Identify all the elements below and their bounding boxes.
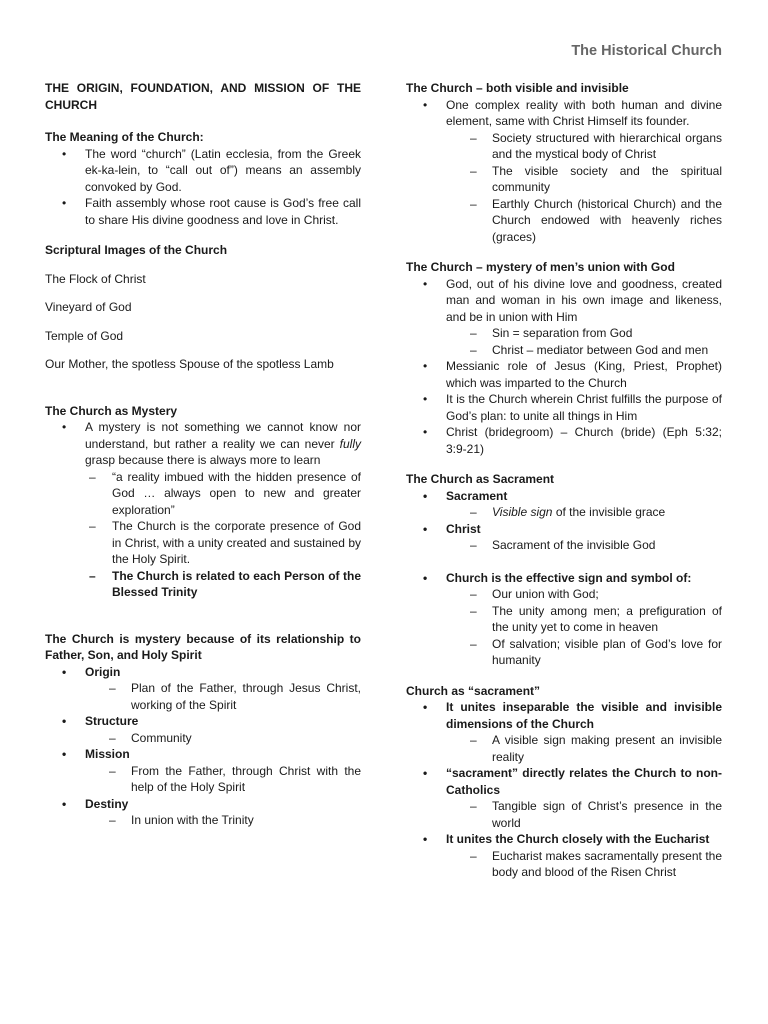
image-item: Vineyard of God [45,300,132,314]
list-item: • The word “church” (Latin ecclesia, from the Greek ek-ka-lein, to “call out of”) means an assembly convoked by God. [45,146,361,196]
as-sacrament-sublist [446,848,722,881]
page-header-title: The Historical Church [571,43,722,59]
list-item: – The Church is related to each Person of the Blessed Trinity [45,568,361,601]
list-item: – A visible sign making present an invisible reality [446,732,722,765]
list-item: – Our union with God; [446,586,722,603]
list-item: – Plan of the Father, through Jesus Christ, working of the Spirit [85,680,361,713]
list-item: – Of salvation; visible plan of God’s love for humanity [446,636,722,669]
visible-heading: The Church – both visible and invisible [406,81,629,95]
as-sacrament-label: “sacrament” directly relates the Church to non-Catholics [446,766,722,797]
list-item: – “a reality imbued with the hidden presence of God … always open to new and greater exploration” [45,469,361,519]
union-heading: The Church – mystery of men’s union with God [406,260,675,274]
sacrament-sublist [446,504,722,521]
visible-sublist [446,130,722,246]
as-sacrament-label: It unites inseparable the visible and invisible dimensions of the Church [446,700,722,731]
list-item: • It is the Church wherein Christ fulfills the purpose of God’s plan: to unite all things in Him [406,391,722,424]
effective-sublist [446,586,722,669]
sacrament-text: of the invisible grace [552,505,666,519]
union-list [406,276,722,458]
relation-list [45,664,361,829]
list-item: – Society structured with hierarchical organs and the mystical body of Christ [446,130,722,163]
christ-item [406,521,722,554]
as-sacrament-item [406,831,722,881]
visible-list [406,97,722,246]
meaning-heading: The Meaning of the Church: [45,130,204,144]
christ-sublist [446,537,722,554]
relation-item-destiny [45,796,361,829]
relation-item-mission [45,746,361,796]
list-item [45,419,361,469]
relation-sublist [85,812,361,829]
list-item: • Messianic role of Jesus (King, Priest, Prophet) which was imparted to the Church [406,358,722,391]
as-sacrament-item [406,699,722,765]
as-sacrament-list [406,699,722,881]
list-item: – The unity among men; a prefiguration of the unity yet to come in heaven [446,603,722,636]
sacrament-heading: The Church as Sacrament [406,472,555,486]
list-item: – Community [85,730,361,747]
christ-label: Christ [446,521,481,536]
sacrament-list [406,488,722,669]
relation-heading: The Church is mystery because of its relationship to Father, Son, and Holy Spirit [45,631,361,662]
list-item: – Earthly Church (historical Church) and the Church endowed with heavenly riches (graces) [446,196,722,246]
union-sublist [446,325,722,358]
relation-label: Mission [85,747,130,761]
as-sacrament-label: It unites the Church closely with the Eucharist [446,832,710,846]
sacrament-label: Sacrament [446,488,508,503]
mystery-text-end: grasp because there is always more to learn [85,453,321,467]
list-item: – The visible society and the spiritual community [446,163,722,196]
relation-label: Structure [85,714,139,728]
relation-sublist [85,763,361,796]
list-item: • Faith assembly whose root cause is God’s free call to share His divine goodness and love in Christ. [45,195,361,228]
as-sacrament-sublist [446,732,722,765]
meaning-list [45,146,361,229]
list-item: – Sacrament of the invisible God [446,537,722,554]
mystery-sublist [45,469,361,601]
images-heading: Scriptural Images of the Church [45,243,228,257]
mystery-heading: The Church as Mystery [45,403,178,418]
relation-label: Origin [85,664,121,679]
list-item: – Sin = separation from God [446,325,722,342]
mystery-text-emphasis: fully [339,436,361,451]
main-heading: THE ORIGIN, FOUNDATION, AND MISSION OF THE CHURCH [45,81,361,112]
effective-item [406,570,722,669]
relation-label: Destiny [85,796,129,811]
list-item: – The Church is the corporate presence of God in Christ, with a unity created and sustained by the Holy Spirit. [45,518,361,568]
list-item-text: God, out of his divine love and goodness, created man and woman in his own image and likeness, and be in union with Him [446,276,722,324]
as-sacrament-item [406,765,722,831]
list-item: • Christ (bridegroom) – Church (bride) (Eph 5:32; 3:9-21) [406,424,722,457]
mystery-list [45,419,361,469]
list-item [446,504,722,521]
as-sacrament-heading: Church as “sacrament” [406,683,541,698]
relation-item-structure [45,713,361,746]
left-column [45,80,361,829]
list-item: – Tangible sign of Christ’s presence in the world [446,798,722,831]
list-item: – In union with the Trinity [85,812,361,829]
list-item [406,276,722,359]
list-item: – Christ – mediator between God and men [446,342,722,359]
mystery-text-start: A mystery is not something we cannot know nor understand, but rather a reality we can never [85,420,361,451]
image-item: Temple of God [45,328,124,343]
relation-sublist [85,680,361,713]
right-column [406,80,722,881]
relation-sublist [85,730,361,747]
list-item: – Eucharist makes sacramentally present the body and blood of the Risen Christ [446,848,722,881]
list-item-text: One complex reality with both human and divine element, same with Christ Himself its founder. [446,97,722,128]
image-item: Our Mother, the spotless Spouse of the spotless Lamb [45,357,334,371]
list-item: – From the Father, through Christ with the help of the Holy Spirit [85,763,361,796]
sacrament-item [406,488,722,521]
relation-item-origin [45,664,361,714]
effective-label: Church is the effective sign and symbol of: [446,570,692,585]
image-item: The Flock of Christ [45,271,146,286]
list-item [406,97,722,246]
as-sacrament-sublist [446,798,722,831]
sacrament-emphasis: Visible sign [492,505,553,519]
